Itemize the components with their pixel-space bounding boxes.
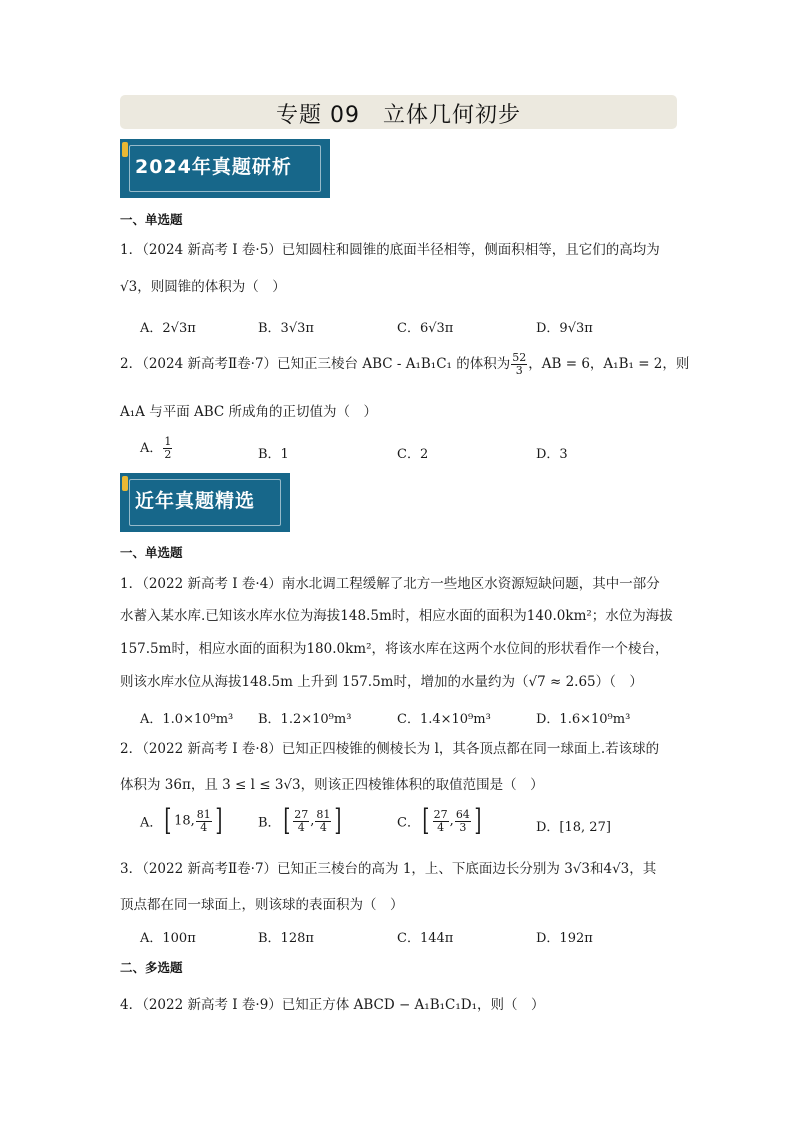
question-3-option-d: D．1.6×10⁹m³ — [536, 712, 631, 727]
option-prefix: C． — [397, 815, 420, 831]
interval-lower-fraction — [433, 809, 449, 834]
fraction-denominator: 3 — [459, 820, 467, 834]
fraction-denominator: 3 — [515, 364, 523, 377]
fraction-denominator: 4 — [437, 820, 445, 834]
question-2-text-b: ，AB = 6，A₁B₁ = 2，则 — [528, 356, 690, 372]
question-1-option-c: C．6√3π — [397, 321, 454, 336]
fraction-numerator: 27 — [294, 807, 309, 821]
question-2-text-a: 2．（2024 新高考Ⅱ卷·7）已知正三棱台 ABC - A₁B₁C₁ 的体积为 — [120, 356, 511, 372]
question-1-line-2: √3，则圆锥的体积为（ ） — [120, 279, 286, 295]
fraction-numerator: 81 — [316, 807, 331, 821]
page-title: 专题 09 立体几何初步 — [276, 103, 521, 128]
fraction-denominator: 4 — [319, 820, 327, 834]
title-bar — [120, 95, 677, 129]
interval-upper-fraction — [196, 809, 212, 834]
question-6-line-1: 4．（2022 新高考 I 卷·9）已知正方体 ABCD − A₁B₁C₁D₁，则（ ） — [120, 997, 545, 1013]
question-2-option-d: D．3 — [536, 447, 568, 462]
option-prefix: A． — [140, 441, 163, 456]
question-5-option-d: D．192π — [536, 931, 593, 946]
question-4-option-b — [258, 803, 344, 838]
interval-comma: , — [449, 813, 454, 829]
right-bracket: ] — [215, 803, 223, 838]
question-5-option-b: B．128π — [258, 931, 314, 946]
option-a-fraction — [163, 436, 172, 461]
question-3-option-a: A．1.0×10⁹m³ — [140, 712, 234, 727]
interval-lower: 18, — [174, 813, 195, 829]
question-2-option-a — [140, 436, 173, 461]
right-bracket: ] — [334, 803, 342, 838]
question-4-line-2: 体积为 36π，且 3 ≤ l ≤ 3√3，则该正四棱锥体积的取值范围是（ ） — [120, 777, 544, 793]
question-2-line-1 — [120, 352, 689, 377]
interval-upper-fraction — [315, 809, 331, 834]
question-1-option-d: D．9√3π — [536, 321, 593, 336]
option-prefix: A． — [140, 815, 163, 831]
fraction-denominator: 4 — [297, 820, 305, 834]
fraction-denominator: 4 — [200, 820, 208, 834]
section-banner-recent — [120, 473, 290, 532]
section-heading-single-choice-2: 一、单选题 — [120, 545, 183, 560]
question-5-option-a: A．100π — [140, 931, 196, 946]
question-3-line-3: 157.5m时，相应水面的面积为180.0km²，将该水库在这两个水位间的形状看作一个棱台， — [120, 641, 669, 657]
question-1-option-b: B．3√3π — [258, 321, 314, 336]
banner-tab-decoration — [122, 142, 128, 157]
fraction-numerator: 81 — [196, 807, 211, 821]
left-bracket: [ — [164, 803, 172, 838]
section-banner-2024 — [120, 139, 330, 198]
banner-label: 2024年真题研析 — [135, 156, 292, 178]
question-4-line-1: 2．（2022 新高考 I 卷·8）已知正四棱锥的侧棱长为 l，其各顶点都在同一球面上.若该球的 — [120, 741, 660, 757]
question-2-option-b: B．1 — [258, 447, 289, 462]
question-4-option-c — [397, 803, 484, 838]
question-3-line-2: 水蓄入某水库.已知该水库水位为海拔148.5m时，相应水面的面积为140.0km²；水位为海拔 — [120, 608, 673, 624]
question-1-line-1: 1．（2024 新高考 I 卷·5）已知圆柱和圆锥的底面半径相等，侧面积相等，且它们的高均为 — [120, 242, 660, 258]
question-3-option-b: B．1.2×10⁹m³ — [258, 712, 352, 727]
question-3-line-1: 1．（2022 新高考 I 卷·4）南水北调工程缓解了北方一些地区水资源短缺问题，其中一部分 — [120, 576, 660, 592]
left-bracket: [ — [282, 803, 290, 838]
interval-lower-fraction — [293, 809, 309, 834]
question-2-line-2: A₁A 与平面 ABC 所成角的正切值为（ ） — [120, 404, 378, 420]
fraction-numerator: 1 — [164, 435, 172, 448]
fraction-numerator: 52 — [512, 351, 527, 364]
left-bracket: [ — [422, 803, 430, 838]
question-2-option-c: C．2 — [397, 447, 429, 462]
right-bracket: ] — [474, 803, 482, 838]
fraction-numerator: 27 — [433, 807, 448, 821]
interval-upper-fraction — [455, 809, 471, 834]
question-3-line-4: 则该水库水位从海拔148.5m 上升到 157.5m时，增加的水量约为（√7 ≈ 2.65）（ ） — [120, 674, 643, 690]
question-4-option-d: D．[18, 27] — [536, 820, 611, 835]
question-2-volume-fraction — [511, 352, 527, 377]
question-5-line-1: 3．（2022 新高考Ⅱ卷·7）已知正三棱台的高为 1，上、下底面边长分别为 3√3和4√3，其 — [120, 861, 657, 877]
fraction-numerator: 64 — [455, 807, 470, 821]
banner-tab-decoration — [122, 476, 128, 491]
option-prefix: B． — [258, 815, 281, 831]
fraction-denominator: 2 — [164, 448, 172, 461]
question-5-line-2: 顶点都在同一球面上，则该球的表面积为（ ） — [120, 897, 404, 913]
interval-comma: , — [310, 813, 315, 829]
question-5-option-c: C．144π — [397, 931, 454, 946]
question-3-option-c: C．1.4×10⁹m³ — [397, 712, 491, 727]
question-4-option-a — [140, 803, 225, 838]
section-heading-single-choice: 一、单选题 — [120, 212, 183, 227]
question-1-option-a: A．2√3π — [140, 321, 196, 336]
section-heading-multi-choice: 二、多选题 — [120, 960, 183, 975]
banner-label: 近年真题精选 — [135, 490, 256, 512]
